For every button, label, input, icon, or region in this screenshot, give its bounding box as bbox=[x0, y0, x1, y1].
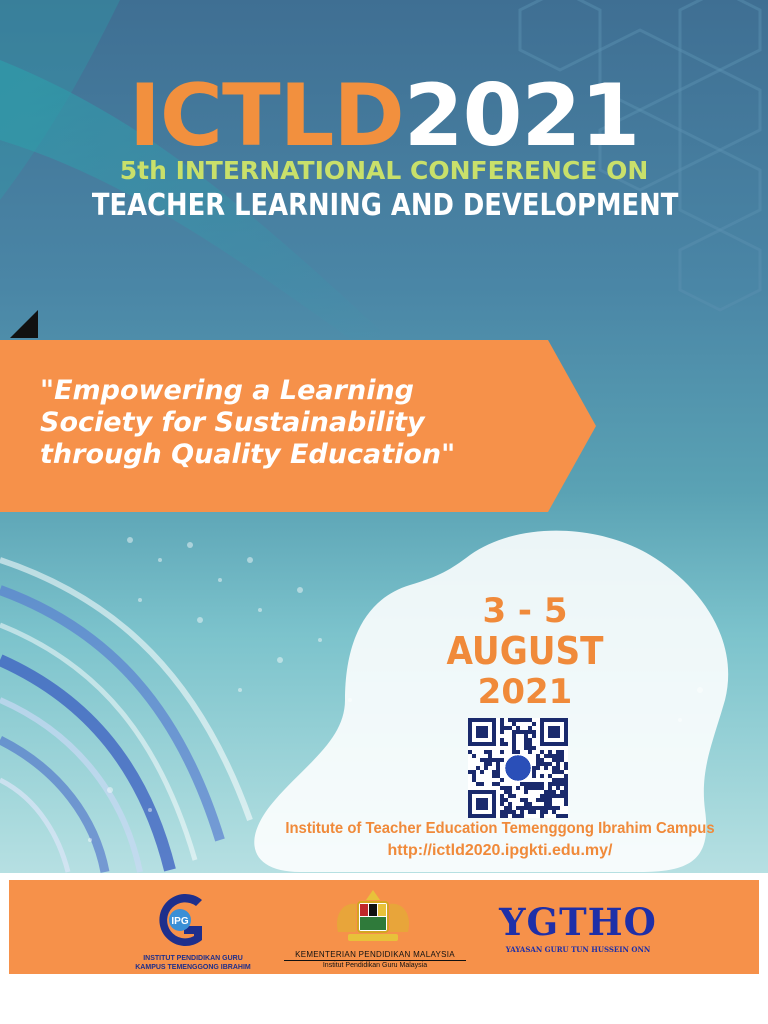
ipg-line-2: KAMPUS TEMENGGONG IBRAHIM bbox=[135, 964, 251, 971]
website-link[interactable]: http://ictld2020.ipgkti.edu.my/ bbox=[387, 842, 613, 859]
qr-code[interactable] bbox=[468, 718, 568, 818]
bottom-white-strip bbox=[0, 981, 768, 1024]
kpm-line-2: Institut Pendidikan Guru Malaysia bbox=[322, 962, 428, 969]
ipg-logo-text bbox=[128, 954, 258, 972]
title-acronym: ICTLD bbox=[128, 66, 404, 166]
theme-line-2: Society for Sustainability bbox=[40, 407, 425, 438]
kpm-crest-icon bbox=[330, 886, 416, 948]
subtitle-line-2: TEACHER LEARNING AND DEVELOPMENT bbox=[91, 188, 679, 223]
date-days: 3 - 5 bbox=[482, 591, 568, 631]
subtitle-line-1: 5th INTERNATIONAL CONFERENCE ON bbox=[119, 156, 649, 185]
title-year: 2021 bbox=[403, 66, 640, 166]
svg-text:IPG: IPG bbox=[171, 916, 189, 927]
qr-code-icon bbox=[468, 718, 568, 818]
ygtho-logo: YGTHO bbox=[499, 900, 657, 944]
ipg-line-1: INSTITUT PENDIDIKAN GURU bbox=[143, 955, 243, 962]
venue-text: Institute of Teacher Education Temenggong Ibrahim Campus bbox=[285, 820, 715, 837]
ygtho-subtitle: YAYASAN GURU TUN HUSSEIN ONN bbox=[505, 945, 651, 954]
theme-line-3: through Quality Education" bbox=[40, 439, 456, 470]
kpm-line-1: KEMENTERIAN PENDIDIKAN MALAYSIA bbox=[295, 950, 455, 959]
date-month: AUGUST bbox=[446, 629, 604, 673]
theme-line-1: "Empowering a Learning bbox=[40, 375, 414, 406]
kpm-divider bbox=[284, 960, 466, 961]
ipg-logo-icon bbox=[150, 890, 212, 954]
date-year: 2021 bbox=[477, 672, 573, 712]
